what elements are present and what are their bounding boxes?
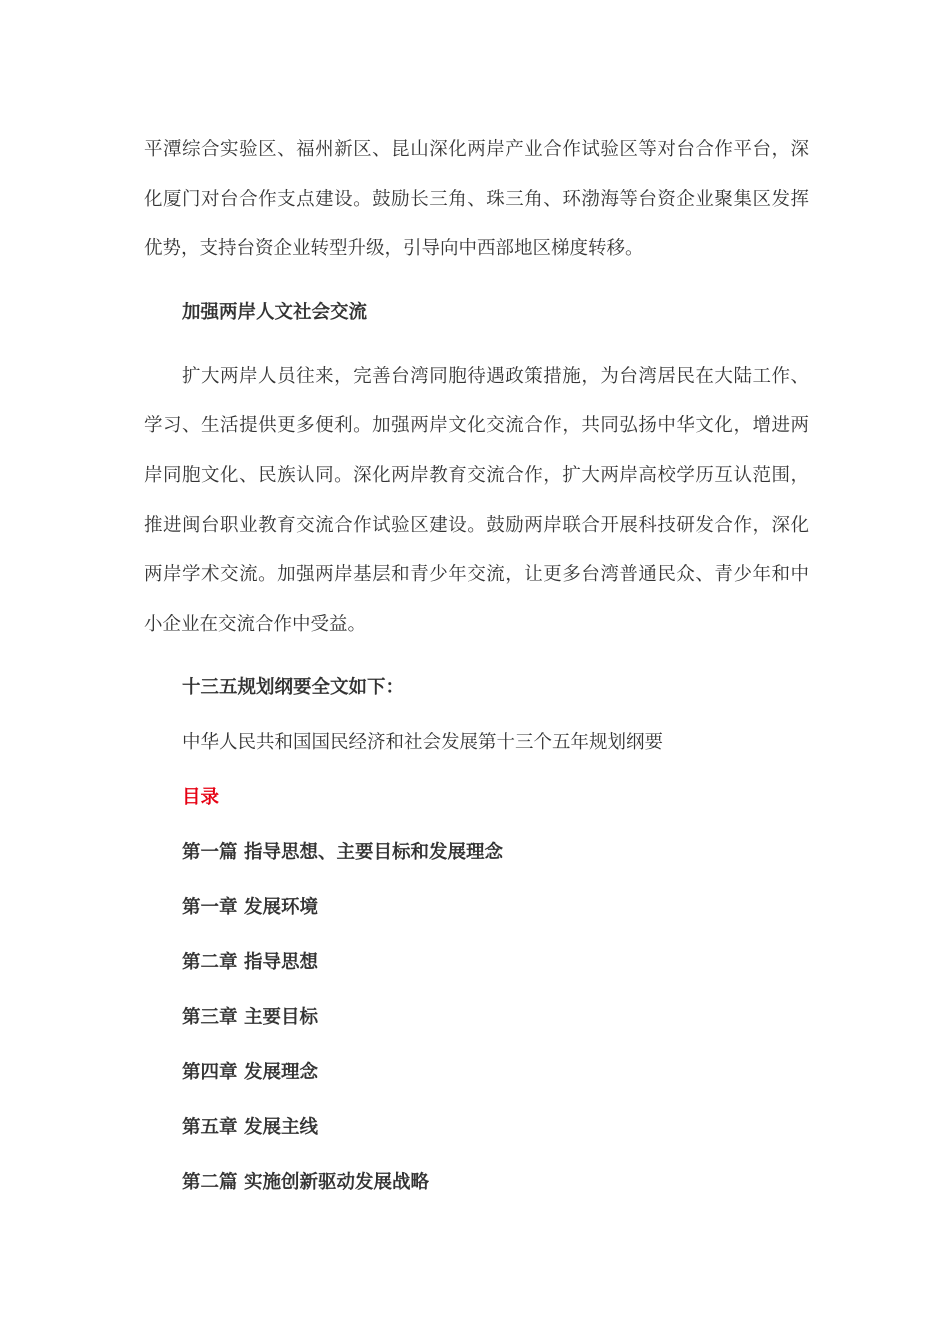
document-body — [144, 125, 809, 1194]
toc-label: 目录 — [182, 787, 220, 809]
toc-item: 第一章 发展环境 — [182, 897, 318, 919]
toc-item: 第三章 主要目标 — [182, 1007, 318, 1029]
document-title: 中华人民共和国国民经济和社会发展第十三个五年规划纲要 — [182, 732, 664, 754]
toc-item: 第二篇 实施创新驱动发展战略 — [182, 1172, 429, 1194]
heading-full-text-intro: 十三五规划纲要全文如下： — [182, 677, 405, 699]
toc-item: 第四章 发展理念 — [182, 1062, 318, 1084]
heading-cross-strait-exchange: 加强两岸人文社会交流 — [182, 301, 368, 323]
paragraph-taiwan-cooperation-platforms: 平潭综合实验区、福州新区、昆山深化两岸产业合作试验区等对台合作平台，深化厦门对台合作支点建设。鼓励长三角、珠三角、环渤海等台资企业聚集区发挥优势，支持台资企业转型升级，引导向中西部地区梯度转移。 — [144, 139, 809, 260]
paragraph-cross-strait-exchange: 扩大两岸人员往来，完善台湾同胞待遇政策措施，为台湾居民在大陆工作、学习、生活提供更多便利。加强两岸文化交流合作，共同弘扬中华文化，增进两岸同胞文化、民族认同。深化两岸教育交流合作，扩大两岸高校学历互认范围，推进闽台职业教育交流合作试验区建设。鼓励两岸联合开展科技研发合作，深化两岸学术交流。加强两岸基层和青少年交流，让更多台湾普通民众、青少年和中小企业在交流合作中受益。 — [144, 365, 809, 635]
toc-item: 第五章 发展主线 — [182, 1117, 318, 1139]
toc-item: 第二章 指导思想 — [182, 952, 318, 974]
toc-item: 第一篇 指导思想、主要目标和发展理念 — [182, 842, 503, 864]
